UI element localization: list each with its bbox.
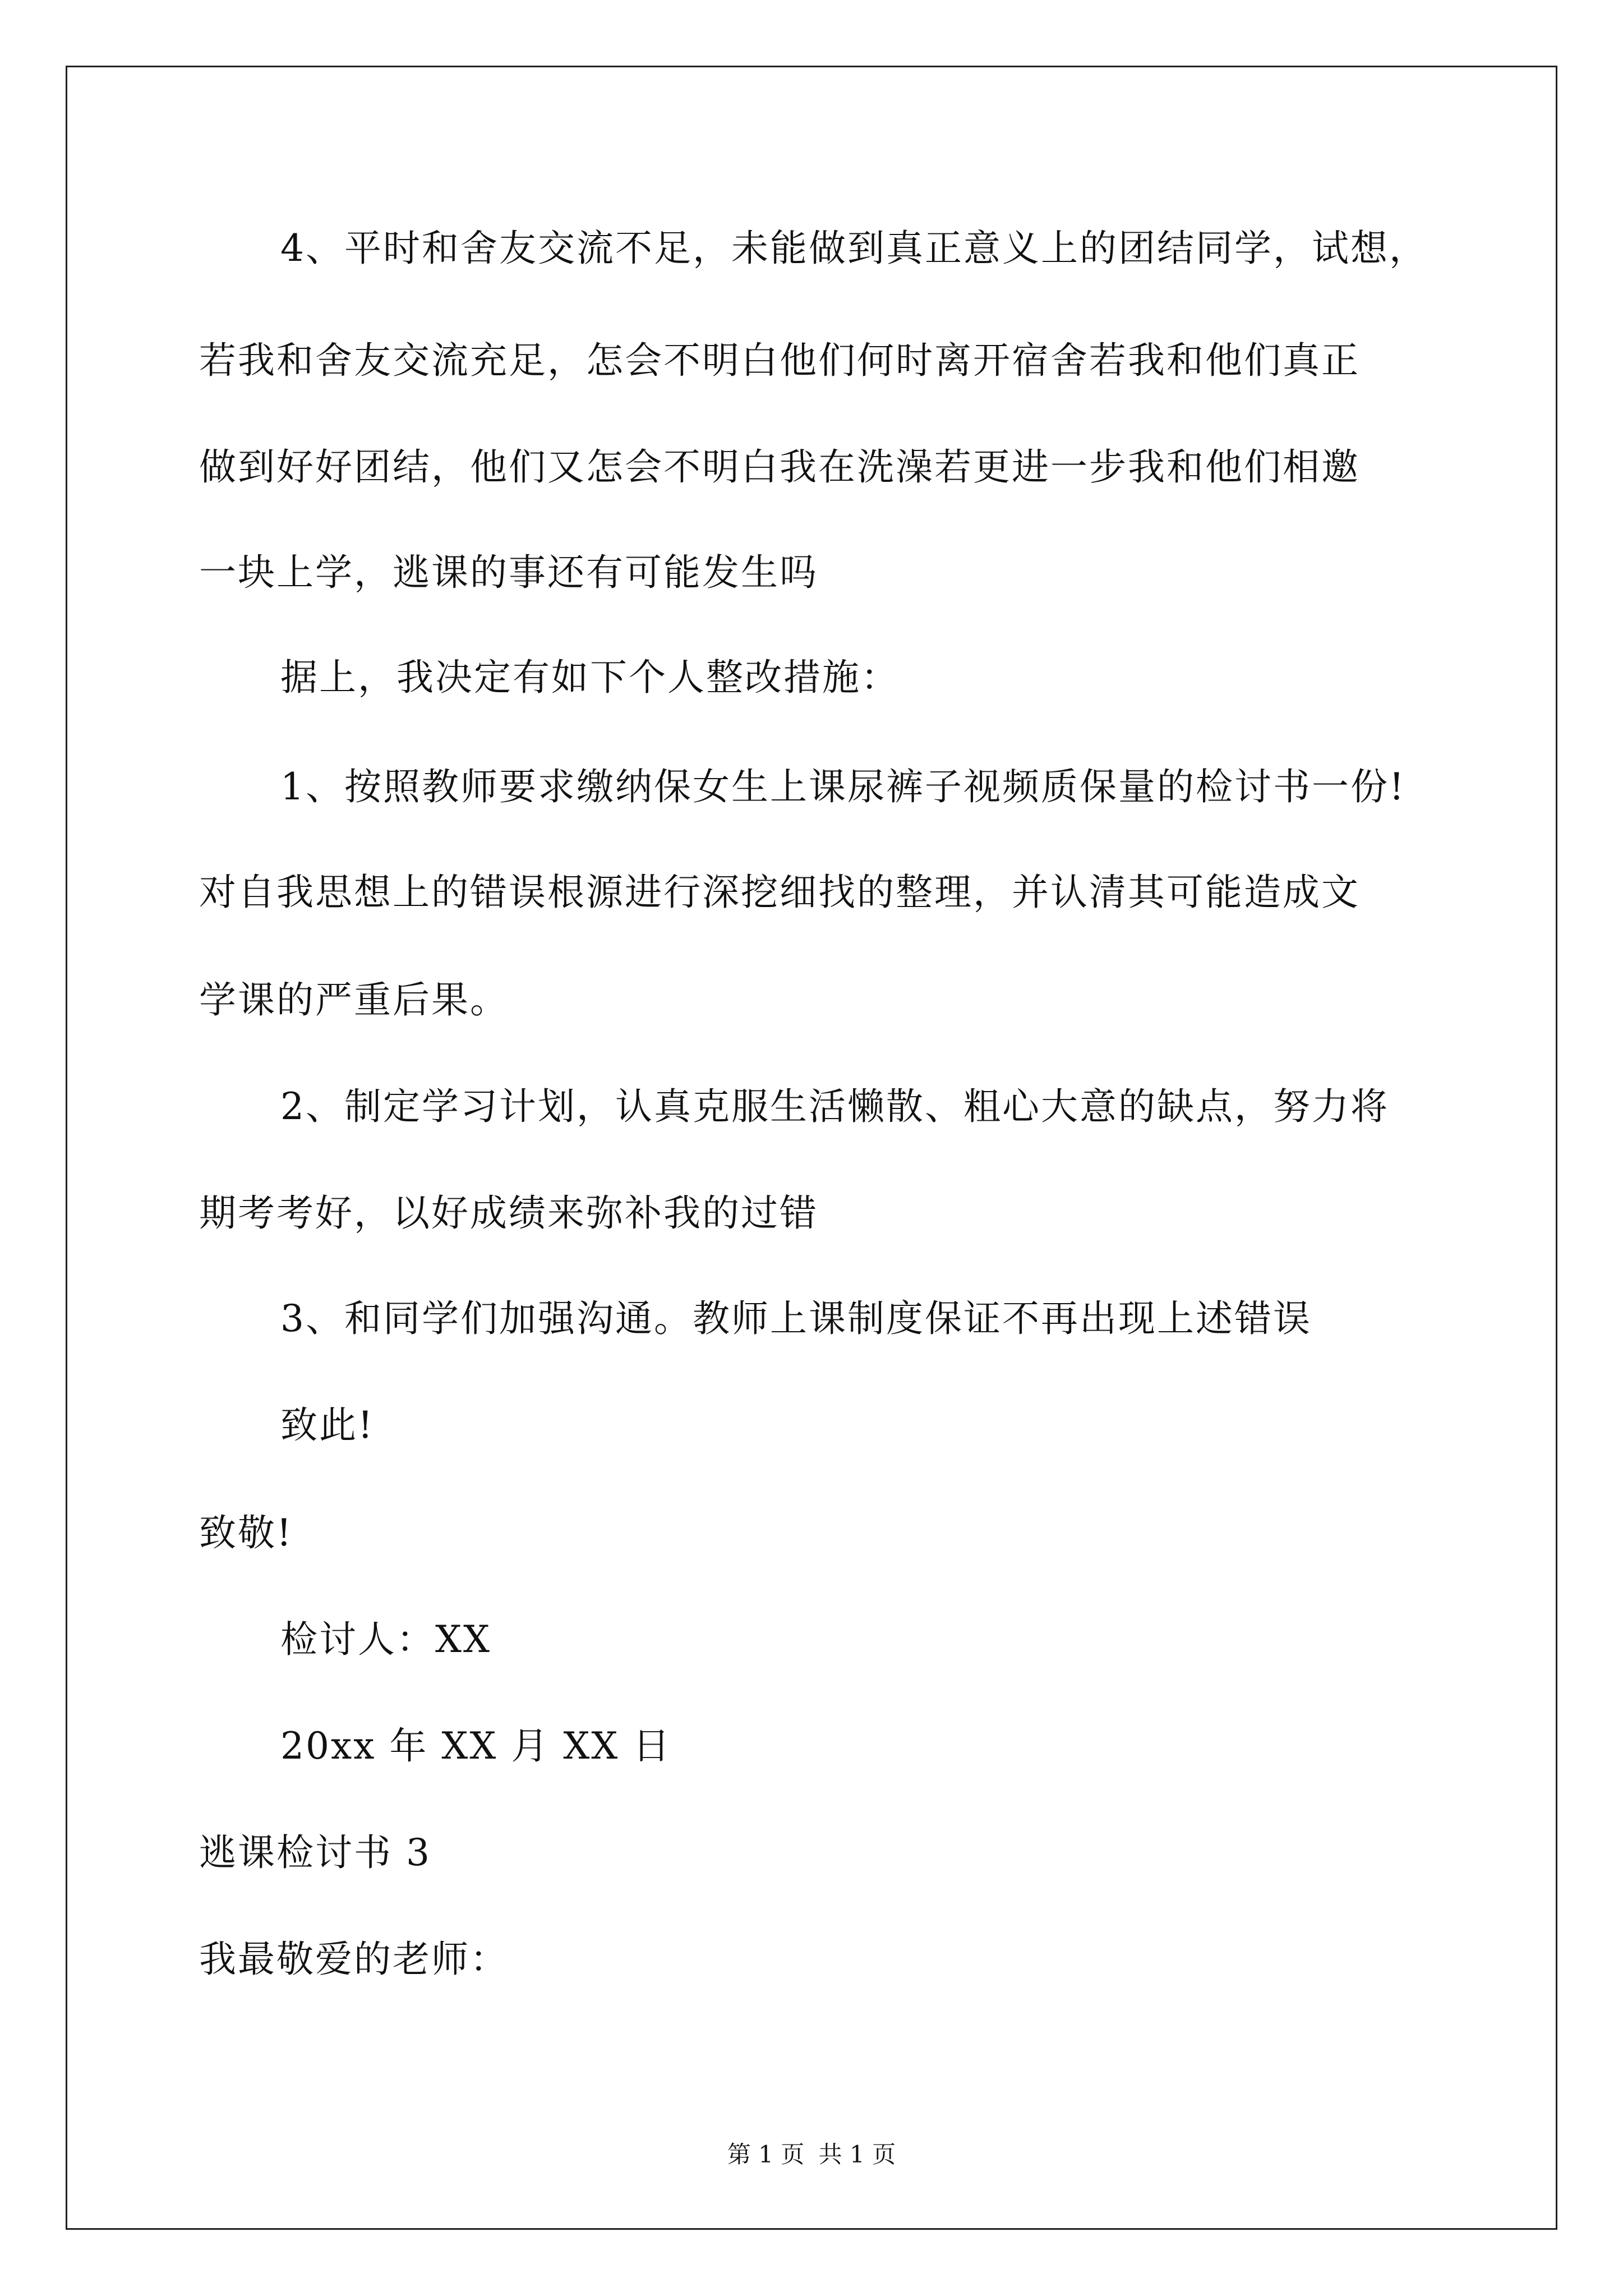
date-line: 20xx 年 XX 月 XX 日: [280, 1724, 672, 1768]
salutation: 致敬!: [199, 1511, 293, 1554]
page-footer: [0, 2143, 1623, 2166]
paragraph-line-4: 一块上学，逃课的事还有可能发生吗: [199, 551, 818, 594]
page-border: [66, 66, 1557, 2230]
paragraph-line-2: 若我和舍友交流充足，怎会不明白他们何时离开宿舍若我和他们真正: [199, 339, 1360, 382]
paragraph-line-7: 对自我思想上的错误根源进行深挖细找的整理，并认清其可能造成文: [199, 871, 1360, 914]
paragraph-line-10: 期考考好，以好成绩来弥补我的过错: [199, 1191, 818, 1235]
paragraph-line-6: 1、按照教师要求缴纳保女生上课尿裤子视频质保量的检讨书一份!: [280, 765, 1406, 808]
greeting-line: 我最敬爱的老师：: [199, 1938, 509, 1981]
section-title: 逃课检讨书 3: [199, 1831, 431, 1874]
paragraph-line-5: 据上，我决定有如下个人整改措施：: [280, 656, 900, 699]
paragraph-line-3: 做到好好团结，他们又怎会不明白我在洗澡若更进一步我和他们相邀: [199, 445, 1360, 489]
paragraph-line-1: 4、平时和舍友交流不足，未能做到真正意义上的团结同学，试想，: [280, 227, 1428, 270]
page-total: 共 1 页: [818, 2141, 896, 2168]
page-number: 第 1 页: [727, 2141, 805, 2168]
paragraph-line-9: 2、制定学习计划，认真克服生活懒散、粗心大意的缺点，努力将: [280, 1085, 1389, 1128]
paragraph-line-11: 3、和同学们加强沟通。教师上课制度保证不再出现上述错误: [280, 1297, 1312, 1340]
paragraph-line-8: 学课的严重后果。: [199, 978, 509, 1022]
signer-line: 检讨人：XX: [280, 1618, 491, 1661]
closing-line: 致此!: [280, 1404, 375, 1447]
